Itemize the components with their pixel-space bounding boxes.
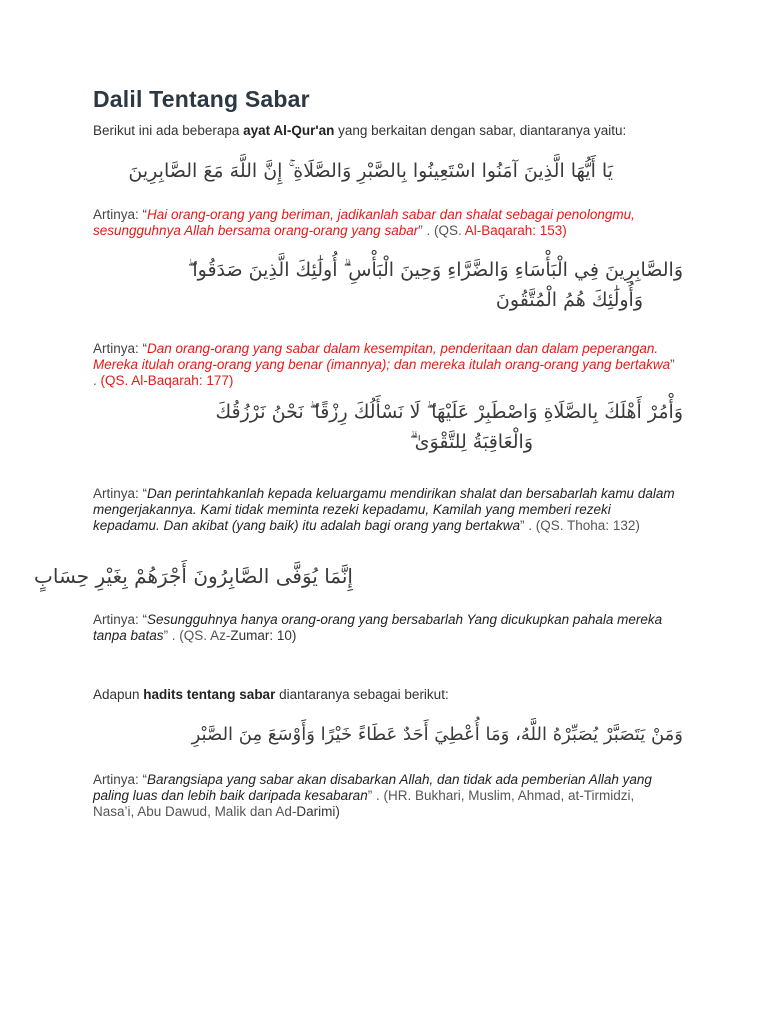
translation-close: ” . (QS. Thoha: 132) — [520, 518, 640, 533]
hadith-reference: Darimi) — [296, 804, 340, 819]
hadith-intro-paragraph — [93, 687, 449, 702]
translation-hadith — [93, 772, 678, 820]
arabic-line: وَمَنْ يَتَصَبَّرْ يُصَبِّرْهُ اللَّهُ، وَمَا أُعْطِيَ أَحَدٌ عَطَاءً خَيْرًا وَأَوْسَعَ مِنَ الصَّبْرِ — [191, 724, 683, 745]
translation-4 — [93, 612, 678, 644]
arabic-hadith — [192, 724, 683, 745]
arabic-verse-4 — [34, 564, 353, 588]
verse-reference: (QS. Al-Baqarah: 177) — [100, 373, 234, 388]
translation-close: ” . (QS. — [418, 223, 465, 238]
arabic-verse-3 — [216, 397, 683, 457]
translation-label: Artinya: “ — [93, 486, 148, 501]
translation-label: Artinya: “ — [93, 341, 148, 356]
translation-label: Artinya: “ — [93, 772, 148, 787]
intro-text: Berikut ini ada beberapa — [93, 123, 244, 138]
translation-meaning: Hai orang-orang yang beriman, jadikanlah sabar dan shalat sebagai penolongmu, sesungguhnya Allah bersama orang-orang yang sabar — [93, 207, 635, 238]
translation-3 — [93, 486, 678, 534]
intro-paragraph — [93, 123, 626, 138]
arabic-verse-2 — [188, 255, 683, 315]
arabic-line: يَا أَيُّهَا الَّذِينَ آمَنُوا اسْتَعِينُوا بِالصَّبْرِ وَالصَّلَاةِ ۚ إِنَّ اللَّهَ مَعَ الصَّابِرِينَ — [128, 160, 613, 182]
document-page — [34, 86, 683, 819]
arabic-line: وَالصَّابِرِينَ فِي الْبَأْسَاءِ وَالضَّرَّاءِ وَحِينَ الْبَأْسِ ۗ أُولَٰئِكَ الَّذِينَ صَدَقُوا ۖ — [187, 259, 683, 281]
translation-meaning: Dan orang-orang yang sabar dalam kesempitan, penderitaan dan dalam peperangan. Mereka itulah orang-orang yang benar (imannya); dan mereka itulah orang-orang yang bertakwa — [93, 341, 671, 372]
translation-meaning: Barangsiapa yang sabar akan disabarkan Allah, dan tidak ada pemberian Allah yang paling luas dan lebih baik daripada kesabaran — [93, 772, 652, 803]
arabic-line: وَالْعَاقِبَةُ لِلتَّقْوَىٰ ۗ — [409, 431, 533, 453]
hadith-intro-text: Adapun — [93, 687, 144, 702]
translation-meaning: Dan perintahkanlah kepada keluargamu mendirikan shalat dan bersabarlah kamu dalam mengerjakannya. Kami tidak meminta rezeki kepadamu, Kamilah yang memberi rezeki kepadamu. Dan akibat (yang baik) itu adalah bagi orang yang bertakwa — [93, 486, 675, 533]
intro-text-end: yang berkaitan dengan sabar, diantaranya yaitu: — [334, 123, 627, 138]
translation-close: ” . (HR. Bukhari, Muslim, Ahmad, at-Tirmidzi, Nasa’i, Abu Dawud, Malik dan Ad- — [93, 788, 635, 819]
translation-1 — [93, 207, 678, 239]
arabic-line: وَأُولَٰئِكَ هُمُ الْمُتَّقُونَ — [495, 289, 643, 311]
intro-bold-link: ayat Al-Qur'an — [243, 123, 335, 138]
page-title: Dalil Tentang Sabar — [93, 86, 310, 112]
hadith-intro-bold: hadits tentang sabar — [143, 687, 276, 702]
hadith-intro-text-end: diantaranya sebagai berikut: — [275, 687, 449, 702]
arabic-line: إِنَّمَا يُوَفَّى الصَّابِرُونَ أَجْرَهُمْ بِغَيْرِ حِسَابٍ — [34, 564, 353, 588]
translation-label: Artinya: “ — [93, 207, 148, 222]
translation-label: Artinya: “ — [93, 612, 148, 627]
arabic-verse-1 — [128, 160, 613, 182]
verse-reference: Al-Baqarah: 153) — [464, 223, 567, 238]
verse-reference: Zumar: 10) — [230, 628, 297, 643]
arabic-line: وَأْمُرْ أَهْلَكَ بِالصَّلَاةِ وَاصْطَبِرْ عَلَيْهَا ۖ لَا نَسْأَلُكَ رِزْقًا ۖ نَحْنُ نَرْزُقُكَ — [215, 401, 683, 423]
translation-2 — [93, 341, 678, 389]
translation-meaning: Sesungguhnya hanya orang-orang yang bersabarlah Yang dicukupkan pahala mereka tanpa batas — [93, 612, 663, 643]
translation-close: ” . (QS. Az- — [163, 628, 231, 643]
translation-close: ” . — [93, 357, 675, 388]
